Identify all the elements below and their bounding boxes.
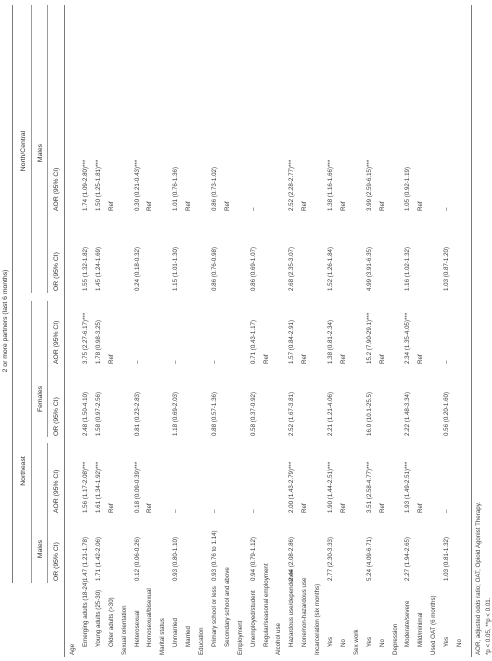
row-label: Moderate/severe bbox=[404, 600, 412, 647]
table-cell: 1.61 (1.34-1.92)*** bbox=[94, 461, 102, 513]
table-cell: 1.71 (1.42-2.06) bbox=[94, 536, 102, 581]
table-cell: 0.12 (0.06-0.26) bbox=[133, 536, 141, 581]
table-cell: 0.94 (0.79-1.12) bbox=[249, 536, 257, 581]
table-cell: 2.00 (1.43-2.79)*** bbox=[288, 461, 296, 513]
table-cell: 1.74 (1.09-2.80)*** bbox=[81, 159, 89, 211]
table-cell: 1.90 (1.44-2.51)*** bbox=[327, 461, 334, 513]
row-label: Employment bbox=[236, 620, 244, 655]
table-cell: 1.03 (0.81-1.32) bbox=[443, 536, 451, 581]
table-cell: 1.18 (0.69-2.03) bbox=[172, 391, 180, 436]
table-cell: Ref bbox=[301, 354, 309, 364]
sex-females-northeast: Females bbox=[37, 385, 44, 413]
table-cell: Ref bbox=[262, 354, 270, 364]
table-cell: 0.93 (0.80-1.10) bbox=[172, 536, 180, 581]
table-cell: 3.75 (2.27-6.17)*** bbox=[81, 312, 89, 364]
table-cell: 1.52 (1.26-1.84) bbox=[327, 246, 334, 291]
table-cell: 3.99 (2.59-6.15)*** bbox=[365, 159, 373, 211]
row-label: Yes bbox=[443, 636, 451, 647]
table-cell: 1.01 (0.76-1.36) bbox=[172, 166, 180, 211]
footnote-significance: *p < 0.05, **p < 0.01. bbox=[484, 597, 492, 655]
table-cell: 2.77 (2.30-3.33) bbox=[327, 536, 334, 581]
region-north-central: North/Central bbox=[20, 130, 27, 172]
table-cell: 0.24 (0.18-0.32) bbox=[133, 246, 141, 291]
table-cell: Ref bbox=[107, 201, 115, 211]
table-cell: 0.71 (0.43-1.17) bbox=[249, 319, 257, 364]
row-label: Mild/minimal bbox=[417, 612, 425, 647]
row-label: No bbox=[378, 639, 386, 647]
row-label: Homosexual/bisexual bbox=[146, 588, 154, 647]
table-cell: Ref bbox=[417, 354, 425, 364]
row-label: Used OAT (6 months) bbox=[430, 595, 438, 655]
table-cell: 1.58 (0.97-2.56) bbox=[94, 391, 102, 436]
row-label: None/non-hazardous use bbox=[301, 577, 309, 647]
table-cell: – bbox=[133, 360, 141, 364]
table-cell: 0.86 (0.73-1.02) bbox=[210, 166, 218, 211]
table-cell: 2.48 (1.50-4.10) bbox=[81, 391, 89, 436]
table-cell: 5.24 (4.09-6.71) bbox=[365, 536, 373, 581]
row-label: Unmarried bbox=[172, 618, 180, 647]
table-cell: Ref bbox=[339, 503, 347, 513]
row-label: Older adults (>30) bbox=[107, 597, 115, 647]
row-label: Emerging adults (18-24) bbox=[81, 580, 89, 647]
table-cell: 1.45 (1.24-1.69) bbox=[94, 246, 102, 291]
table-cell: 1.38 (0.81-2.34) bbox=[327, 319, 334, 364]
table-cell: Ref bbox=[146, 201, 154, 211]
table-cell: 1.93 (1.49-2.51)*** bbox=[404, 461, 412, 513]
row-label: Marital status bbox=[159, 618, 167, 655]
table-cell: 0.81 (0.23-2.83) bbox=[133, 391, 141, 436]
table-cell: 15.2 (7.90-29.1)*** bbox=[365, 312, 373, 364]
table-cell: 0.86 (0.76-0.98) bbox=[210, 246, 218, 291]
table-cell: 0.86 (0.69-1.07) bbox=[249, 246, 257, 291]
table-cell: Ref bbox=[185, 201, 193, 211]
column-header: OR (95% CI) bbox=[53, 397, 60, 436]
sex-rule-females-northeast bbox=[47, 301, 48, 437]
table-cell: 2.68 (2.35-3.07) bbox=[288, 246, 296, 291]
table-cell: 1.50 (1.25-1.81)*** bbox=[94, 159, 102, 211]
table-cell: – bbox=[210, 360, 218, 364]
table-cell: – bbox=[210, 509, 218, 513]
table-cell: 1.47 (1.21-1.78) bbox=[81, 536, 89, 581]
sex-rule-males-northeast bbox=[47, 443, 48, 583]
table-cell: 4.99 (3.91-6.35) bbox=[365, 246, 373, 291]
region-rule-northeast bbox=[31, 301, 32, 583]
table-cell: Ref bbox=[378, 354, 386, 364]
table-cell: 0.88 (0.57-1.36) bbox=[210, 391, 218, 436]
footnote-abbreviations: AOR, adjusted odds ratio; OAT, Opioid Agonist Therapy. bbox=[474, 501, 482, 655]
spanner-title: 2 or more partners (last 6 months) bbox=[2, 269, 9, 373]
row-label: Sex work bbox=[352, 629, 360, 655]
table-cell: 3.51 (2.58-4.77)*** bbox=[365, 461, 373, 513]
row-label: Yes bbox=[365, 636, 373, 647]
table-cell: 1.15 (1.01-1.30) bbox=[172, 246, 180, 291]
row-label: Education bbox=[198, 627, 205, 655]
table-cell: Ref bbox=[301, 503, 309, 513]
table-cell: 0.30 (0.21-0.43)*** bbox=[133, 159, 141, 211]
table-cell: Ref bbox=[339, 354, 347, 364]
sex-males-north-central: Males bbox=[37, 143, 44, 163]
sex-males-northeast: Males bbox=[37, 539, 44, 559]
table-cell: 2.21 (1.21-4.06) bbox=[327, 391, 334, 436]
table-cell: Ref bbox=[223, 201, 231, 211]
table-cell: 1.56 (1.17-2.08)*** bbox=[81, 461, 89, 513]
region-rule-north-central bbox=[31, 5, 32, 293]
table-cell: Ref bbox=[301, 201, 309, 211]
table-cell: 1.16 (1.02-1.32) bbox=[404, 246, 412, 291]
column-header: OR (95% CI) bbox=[53, 542, 60, 581]
table-cell: – bbox=[172, 509, 180, 513]
table-cell: 1.05 (0.92-1.19) bbox=[404, 166, 412, 211]
table-cell: – bbox=[443, 509, 451, 513]
sex-rule-males-north-central bbox=[47, 5, 48, 293]
region-northeast: Northeast bbox=[20, 456, 27, 486]
table-cell: 0.56 (0.20-1.60) bbox=[443, 391, 451, 436]
table-cell: 1.03 (0.87-1.20) bbox=[443, 246, 451, 291]
column-header: AOR (95% CI) bbox=[53, 167, 60, 211]
row-label: Secondary school and above bbox=[223, 567, 231, 647]
row-label: Married bbox=[185, 626, 193, 647]
column-header: AOR (95% CI) bbox=[53, 469, 60, 513]
row-label: Regular/seasonal employment bbox=[262, 563, 270, 647]
table-cell: 2.22 (1.48-3.34) bbox=[404, 391, 412, 436]
table-cell: – bbox=[443, 207, 451, 211]
table-cell: 1.38 (1.16-1.66)*** bbox=[327, 159, 334, 211]
table-cell: – bbox=[249, 207, 257, 211]
table-bottom-rule bbox=[471, 5, 472, 657]
table-cell: Ref bbox=[339, 201, 347, 211]
row-label: Primary school or less bbox=[210, 586, 218, 647]
table-cell: 2.44 (2.08-2.86) bbox=[288, 536, 296, 581]
row-label: Young adults (25-30) bbox=[94, 589, 102, 647]
row-label: Depression bbox=[391, 623, 399, 655]
column-header: AOR (95% CI) bbox=[53, 320, 60, 364]
row-label: Heterosexual bbox=[133, 610, 141, 647]
row-label: Yes bbox=[327, 636, 334, 647]
table-cell: 0.93 (0.76 to 1.14) bbox=[210, 530, 218, 581]
table-cell: 2.27 (1.94-2.65) bbox=[404, 536, 412, 581]
row-label: Sexual orientation bbox=[120, 605, 128, 655]
header-bottom-rule bbox=[64, 5, 65, 657]
row-label: Hazardous use/dependence bbox=[288, 569, 296, 647]
table-cell: – bbox=[172, 360, 180, 364]
row-label: No bbox=[339, 639, 347, 647]
row-label: No bbox=[456, 639, 463, 647]
row-label: Age bbox=[69, 643, 76, 655]
table-cell: Ref bbox=[378, 201, 386, 211]
table-cell: Ref bbox=[417, 503, 425, 513]
table-cell: 0.18 (0.09-0.39)*** bbox=[133, 461, 141, 513]
table-cell: Ref bbox=[107, 503, 115, 513]
row-label: Unemployed/student bbox=[249, 590, 257, 647]
table-cell: Ref bbox=[107, 354, 115, 364]
table-cell: – bbox=[443, 360, 451, 364]
spanner-rule bbox=[12, 5, 13, 583]
table-cell: 2.52 (2.28-2.77)*** bbox=[288, 159, 296, 211]
column-header: OR (95% CI) bbox=[53, 252, 60, 291]
table-cell: Ref bbox=[417, 201, 425, 211]
row-label: Incarceration (six months) bbox=[314, 583, 322, 655]
table-cell: 0.58 (0.37-0.92) bbox=[249, 391, 257, 436]
table-cell: 1.55 (1.32-1.82) bbox=[81, 246, 89, 291]
table-cell: Ref bbox=[378, 503, 386, 513]
table-cell: 1.57 (0.84-2.91) bbox=[288, 319, 296, 364]
table-cell: 16.0 (10.1-25.5) bbox=[365, 391, 373, 436]
table-cell: Ref bbox=[146, 503, 154, 513]
table-cell: – bbox=[249, 509, 257, 513]
table-cell: 2.52 (1.67-3.81) bbox=[288, 391, 296, 436]
table-cell: 1.78 (0.98-3.25) bbox=[94, 319, 102, 364]
table-cell: 2.34 (1.35-4.05)*** bbox=[404, 312, 412, 364]
row-label: Alcohol use bbox=[275, 623, 283, 655]
